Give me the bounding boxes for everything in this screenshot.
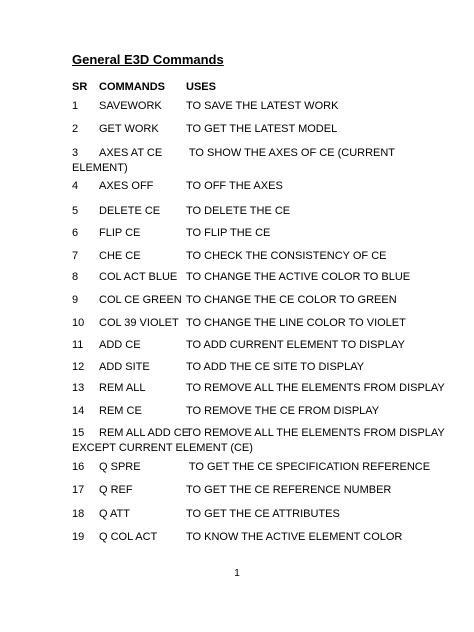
table-row bbox=[0, 250, 474, 266]
row-command: FLIP CE bbox=[99, 227, 141, 239]
row-command: Q ATT bbox=[99, 508, 130, 520]
row-use: TO KNOW THE ACTIVE ELEMENT COLOR bbox=[186, 531, 403, 543]
row-sr: 19 bbox=[72, 531, 85, 543]
row-sr: 5 bbox=[72, 205, 79, 217]
table-row bbox=[0, 461, 474, 477]
row-use: TO GET THE CE ATTRIBUTES bbox=[186, 508, 340, 520]
table-row bbox=[0, 531, 474, 547]
row-sr: 7 bbox=[72, 250, 79, 262]
row-sr: 10 bbox=[72, 317, 85, 329]
table-row bbox=[0, 100, 474, 116]
row-use: TO CHANGE THE ACTIVE COLOR TO BLUE bbox=[186, 271, 411, 283]
row-use: TO DELETE THE CE bbox=[186, 205, 291, 217]
row-command: Q SPRE bbox=[99, 461, 141, 473]
row-sr: 16 bbox=[72, 461, 85, 473]
row-command: COL ACT BLUE bbox=[99, 271, 178, 283]
row-use: TO REMOVE ALL THE ELEMENTS FROM DISPLAY bbox=[186, 427, 445, 439]
table-row bbox=[0, 427, 474, 454]
table-row bbox=[0, 180, 474, 196]
row-command: Q REF bbox=[99, 484, 133, 496]
row-use: TO ADD CURRENT ELEMENT TO DISPLAY bbox=[186, 339, 405, 351]
row-command: DELETE CE bbox=[99, 205, 161, 217]
row-command: Q COL ACT bbox=[99, 531, 158, 543]
row-use: TO ADD THE CE SITE TO DISPLAY bbox=[186, 361, 365, 373]
row-use: TO CHECK THE CONSISTENCY OF CE bbox=[186, 250, 387, 262]
row-sr: 18 bbox=[72, 508, 85, 520]
row-sr: 14 bbox=[72, 405, 85, 417]
header-commands: COMMANDS bbox=[99, 81, 165, 93]
row-use: TO REMOVE THE CE FROM DISPLAY bbox=[186, 405, 380, 417]
row-use: TO CHANGE THE CE COLOR TO GREEN bbox=[186, 294, 397, 306]
row-sr: 8 bbox=[72, 271, 79, 283]
row-command: GET WORK bbox=[99, 123, 159, 135]
row-sr: 17 bbox=[72, 484, 85, 496]
row-use: TO FLIP THE CE bbox=[186, 227, 271, 239]
row-use-continuation: ELEMENT) bbox=[72, 162, 128, 174]
table-row bbox=[0, 205, 474, 221]
row-use: TO GET THE CE SPECIFICATION REFERENCE bbox=[186, 461, 431, 473]
row-sr: 11 bbox=[72, 339, 84, 351]
row-command: ADD CE bbox=[99, 339, 141, 351]
header-uses: USES bbox=[186, 81, 216, 93]
table-row bbox=[0, 339, 474, 355]
table-row bbox=[0, 508, 474, 524]
row-command: ADD SITE bbox=[99, 361, 150, 373]
table-row bbox=[0, 317, 474, 333]
row-use: TO GET THE LATEST MODEL bbox=[186, 123, 338, 135]
table-row bbox=[0, 147, 474, 174]
table-row bbox=[0, 361, 474, 377]
row-sr: 3 bbox=[72, 147, 79, 159]
row-command: COL CE GREEN bbox=[99, 294, 182, 306]
table-row bbox=[0, 484, 474, 500]
row-use-continuation: EXCEPT CURRENT ELEMENT (CE) bbox=[72, 442, 253, 454]
row-command: REM ALL bbox=[99, 382, 146, 394]
table-row bbox=[0, 405, 474, 421]
table-row bbox=[0, 123, 474, 139]
table-row bbox=[0, 271, 474, 287]
page-number: 1 bbox=[234, 568, 240, 579]
row-sr: 15 bbox=[72, 427, 85, 439]
row-sr: 9 bbox=[72, 294, 79, 306]
table-row bbox=[0, 227, 474, 243]
row-command: CHE CE bbox=[99, 250, 141, 262]
row-command: AXES AT CE bbox=[99, 147, 163, 159]
row-use: TO OFF THE AXES bbox=[186, 180, 283, 192]
row-use: TO REMOVE ALL THE ELEMENTS FROM DISPLAY bbox=[186, 382, 445, 394]
row-sr: 12 bbox=[72, 361, 85, 373]
row-sr: 13 bbox=[72, 382, 85, 394]
row-sr: 4 bbox=[72, 180, 79, 192]
row-sr: 2 bbox=[72, 123, 79, 135]
row-use: TO GET THE CE REFERENCE NUMBER bbox=[186, 484, 392, 496]
row-sr: 1 bbox=[72, 100, 79, 112]
row-command: SAVEWORK bbox=[99, 100, 162, 112]
row-use: TO SHOW THE AXES OF CE (CURRENT bbox=[186, 147, 396, 159]
header-sr: SR bbox=[72, 81, 88, 93]
row-command: REM ALL ADD CE bbox=[99, 427, 190, 439]
document-title: General E3D Commands bbox=[72, 52, 224, 67]
row-use: TO CHANGE THE LINE COLOR TO VIOLET bbox=[186, 317, 406, 329]
row-use: TO SAVE THE LATEST WORK bbox=[186, 100, 339, 112]
row-command: REM CE bbox=[99, 405, 142, 417]
table-row bbox=[0, 382, 474, 398]
row-command: AXES OFF bbox=[99, 180, 154, 192]
table-row bbox=[0, 294, 474, 310]
row-command: COL 39 VIOLET bbox=[99, 317, 179, 329]
row-sr: 6 bbox=[72, 227, 79, 239]
